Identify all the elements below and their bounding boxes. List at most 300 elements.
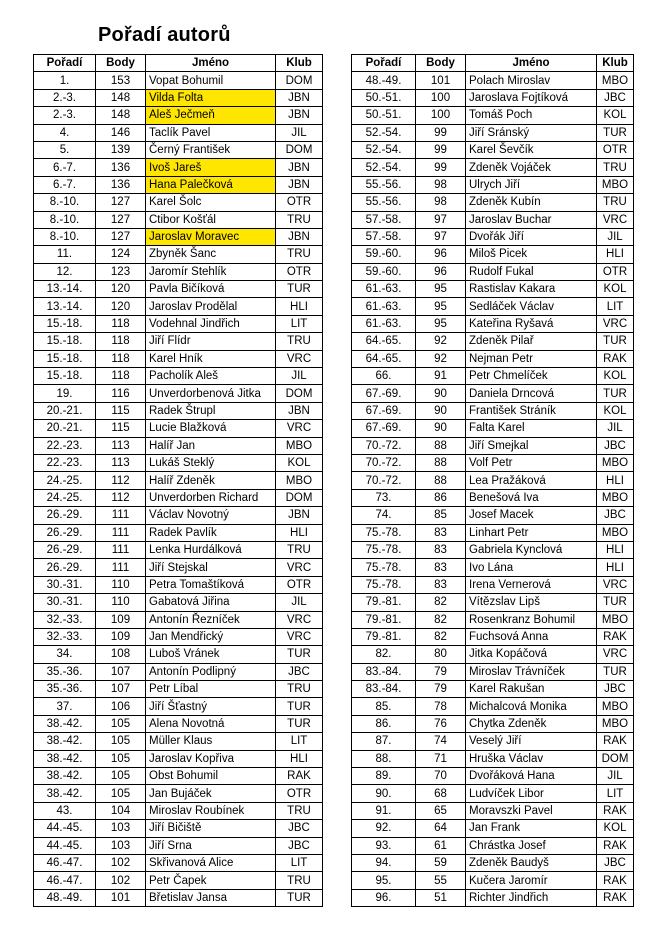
points-cell: 96 bbox=[416, 246, 466, 263]
table-row bbox=[34, 72, 323, 89]
points-cell: 115 bbox=[96, 402, 146, 419]
club-cell: JBC bbox=[597, 507, 634, 524]
points-cell: 139 bbox=[96, 141, 146, 158]
name-cell: Linhart Petr bbox=[466, 524, 597, 541]
name-cell: Jaromír Stehlík bbox=[146, 263, 276, 280]
table-row bbox=[34, 194, 323, 211]
points-cell: 111 bbox=[96, 524, 146, 541]
header-name: Jméno bbox=[146, 55, 276, 72]
rank-cell: 4. bbox=[34, 124, 96, 141]
points-cell: 103 bbox=[96, 837, 146, 854]
rank-cell: 8.-10. bbox=[34, 211, 96, 228]
rank-cell: 32.-33. bbox=[34, 628, 96, 645]
name-cell: Alena Novotná bbox=[146, 715, 276, 732]
points-cell: 118 bbox=[96, 333, 146, 350]
name-cell: Skřivanová Alice bbox=[146, 854, 276, 871]
points-cell: 82 bbox=[416, 611, 466, 628]
header-rank: Pořadí bbox=[352, 55, 416, 72]
name-cell: Miroslav Roubínek bbox=[146, 802, 276, 819]
points-cell: 78 bbox=[416, 698, 466, 715]
table-row bbox=[34, 611, 323, 628]
points-cell: 118 bbox=[96, 315, 146, 332]
rank-cell: 13.-14. bbox=[34, 281, 96, 298]
rank-cell: 12. bbox=[34, 263, 96, 280]
table-row bbox=[34, 246, 323, 263]
name-cell: Petr Líbal bbox=[146, 681, 276, 698]
name-cell: Lea Pražáková bbox=[466, 472, 597, 489]
club-cell: JBC bbox=[597, 681, 634, 698]
club-cell: OTR bbox=[276, 576, 323, 593]
table-row bbox=[352, 837, 634, 854]
name-cell: Břetislav Jansa bbox=[146, 889, 276, 906]
club-cell: KOL bbox=[597, 402, 634, 419]
club-cell: LIT bbox=[276, 733, 323, 750]
club-cell: KOL bbox=[597, 107, 634, 124]
name-cell: Taclík Pavel bbox=[146, 124, 276, 141]
name-cell: Ctibor Košťál bbox=[146, 211, 276, 228]
table-row bbox=[352, 107, 634, 124]
rank-cell: 35.-36. bbox=[34, 663, 96, 680]
table-row bbox=[352, 472, 634, 489]
points-cell: 120 bbox=[96, 298, 146, 315]
name-cell: Dvořák Jiří bbox=[466, 228, 597, 245]
points-cell: 99 bbox=[416, 159, 466, 176]
club-cell: JIL bbox=[276, 594, 323, 611]
points-cell: 113 bbox=[96, 454, 146, 471]
table-row bbox=[34, 350, 323, 367]
rank-cell: 55.-56. bbox=[352, 176, 416, 193]
rank-cell: 82. bbox=[352, 646, 416, 663]
rank-cell: 87. bbox=[352, 733, 416, 750]
points-cell: 83 bbox=[416, 576, 466, 593]
name-cell: Josef Macek bbox=[466, 507, 597, 524]
club-cell: LIT bbox=[597, 298, 634, 315]
club-cell: MBO bbox=[276, 437, 323, 454]
table-row bbox=[352, 385, 634, 402]
rank-cell: 74. bbox=[352, 507, 416, 524]
rank-cell: 52.-54. bbox=[352, 159, 416, 176]
name-cell: Daniela Drncová bbox=[466, 385, 597, 402]
name-cell: Rudolf Fukal bbox=[466, 263, 597, 280]
club-cell: TUR bbox=[276, 281, 323, 298]
name-cell: Zdeněk Vojáček bbox=[466, 159, 597, 176]
points-cell: 111 bbox=[96, 559, 146, 576]
name-cell: Unverdorbenová Jitka bbox=[146, 385, 276, 402]
club-cell: MBO bbox=[597, 698, 634, 715]
club-cell: MBO bbox=[597, 454, 634, 471]
name-cell: František Stráník bbox=[466, 402, 597, 419]
points-cell: 95 bbox=[416, 281, 466, 298]
table-row bbox=[352, 698, 634, 715]
club-cell: RAK bbox=[597, 628, 634, 645]
table-row bbox=[34, 454, 323, 471]
name-cell: Radek Štrupl bbox=[146, 402, 276, 419]
name-cell: Chytka Zdeněk bbox=[466, 715, 597, 732]
club-cell: LIT bbox=[276, 854, 323, 871]
points-cell: 105 bbox=[96, 785, 146, 802]
rank-cell: 2.-3. bbox=[34, 89, 96, 106]
club-cell: RAK bbox=[276, 768, 323, 785]
table-row bbox=[352, 507, 634, 524]
table-row bbox=[34, 820, 323, 837]
club-cell: HLI bbox=[597, 246, 634, 263]
points-cell: 92 bbox=[416, 333, 466, 350]
points-cell: 120 bbox=[96, 281, 146, 298]
club-cell: MBO bbox=[597, 611, 634, 628]
points-cell: 74 bbox=[416, 733, 466, 750]
rank-cell: 50.-51. bbox=[352, 89, 416, 106]
club-cell: JIL bbox=[276, 124, 323, 141]
club-cell: TUR bbox=[597, 663, 634, 680]
rank-cell: 46.-47. bbox=[34, 854, 96, 871]
table-row bbox=[352, 437, 634, 454]
table-row bbox=[34, 507, 323, 524]
rank-cell: 8.-10. bbox=[34, 228, 96, 245]
club-cell: TUR bbox=[597, 124, 634, 141]
name-cell: Rosenkranz Bohumil bbox=[466, 611, 597, 628]
points-cell: 106 bbox=[96, 698, 146, 715]
club-cell: VRC bbox=[597, 646, 634, 663]
club-cell: RAK bbox=[597, 889, 634, 906]
name-cell: Müller Klaus bbox=[146, 733, 276, 750]
rank-cell: 88. bbox=[352, 750, 416, 767]
table-row bbox=[34, 263, 323, 280]
points-cell: 83 bbox=[416, 524, 466, 541]
page-title: Pořadí autorů bbox=[98, 24, 231, 46]
table-row bbox=[352, 489, 634, 506]
club-cell: JIL bbox=[276, 368, 323, 385]
club-cell: RAK bbox=[597, 802, 634, 819]
points-cell: 90 bbox=[416, 402, 466, 419]
name-cell: Moravszki Pavel bbox=[466, 802, 597, 819]
points-cell: 102 bbox=[96, 854, 146, 871]
points-cell: 123 bbox=[96, 263, 146, 280]
club-cell: HLI bbox=[597, 472, 634, 489]
rank-cell: 61.-63. bbox=[352, 281, 416, 298]
club-cell: VRC bbox=[597, 576, 634, 593]
points-cell: 90 bbox=[416, 420, 466, 437]
table-row bbox=[34, 715, 323, 732]
table-row bbox=[34, 837, 323, 854]
points-cell: 127 bbox=[96, 211, 146, 228]
points-cell: 111 bbox=[96, 507, 146, 524]
name-cell: Kateřina Ryšavá bbox=[466, 315, 597, 332]
points-cell: 83 bbox=[416, 541, 466, 558]
points-cell: 55 bbox=[416, 872, 466, 889]
name-cell: Petr Chmelíček bbox=[466, 368, 597, 385]
table-row bbox=[352, 246, 634, 263]
points-cell: 101 bbox=[96, 889, 146, 906]
rank-cell: 61.-63. bbox=[352, 315, 416, 332]
points-cell: 105 bbox=[96, 768, 146, 785]
table-row bbox=[352, 872, 634, 889]
table-row bbox=[34, 524, 323, 541]
table-row bbox=[352, 228, 634, 245]
name-cell: Lukáš Steklý bbox=[146, 454, 276, 471]
name-cell: Unverdorben Richard bbox=[146, 489, 276, 506]
name-cell: Richter Jindřich bbox=[466, 889, 597, 906]
points-cell: 88 bbox=[416, 437, 466, 454]
rank-cell: 90. bbox=[352, 785, 416, 802]
table-row bbox=[352, 333, 634, 350]
table-row bbox=[34, 368, 323, 385]
points-cell: 136 bbox=[96, 176, 146, 193]
club-cell: VRC bbox=[597, 315, 634, 332]
rank-cell: 64.-65. bbox=[352, 333, 416, 350]
points-cell: 82 bbox=[416, 628, 466, 645]
table-row bbox=[34, 802, 323, 819]
name-cell: Halíř Jan bbox=[146, 437, 276, 454]
name-cell: Karel Ševčík bbox=[466, 141, 597, 158]
club-cell: TUR bbox=[597, 594, 634, 611]
table-row bbox=[352, 141, 634, 158]
table-row bbox=[352, 176, 634, 193]
rank-cell: 13.-14. bbox=[34, 298, 96, 315]
table-row bbox=[352, 681, 634, 698]
name-cell: Zdeněk Pilař bbox=[466, 333, 597, 350]
name-cell: Vodehnal Jindřich bbox=[146, 315, 276, 332]
name-cell: Karel Rakušan bbox=[466, 681, 597, 698]
points-cell: 88 bbox=[416, 472, 466, 489]
club-cell: TUR bbox=[276, 646, 323, 663]
points-cell: 107 bbox=[96, 663, 146, 680]
table-row bbox=[352, 628, 634, 645]
points-cell: 95 bbox=[416, 298, 466, 315]
points-cell: 113 bbox=[96, 437, 146, 454]
points-cell: 101 bbox=[416, 72, 466, 89]
table-row bbox=[352, 194, 634, 211]
club-cell: HLI bbox=[597, 541, 634, 558]
name-cell: Jiří Flídr bbox=[146, 333, 276, 350]
rank-cell: 35.-36. bbox=[34, 681, 96, 698]
rank-cell: 26.-29. bbox=[34, 541, 96, 558]
rank-cell: 6.-7. bbox=[34, 159, 96, 176]
rank-cell: 85. bbox=[352, 698, 416, 715]
table-row bbox=[34, 541, 323, 558]
club-cell: JBN bbox=[276, 89, 323, 106]
name-cell: Zdeněk Baudyš bbox=[466, 854, 597, 871]
table-row bbox=[34, 785, 323, 802]
name-cell: Jaroslav Prodělal bbox=[146, 298, 276, 315]
points-cell: 105 bbox=[96, 733, 146, 750]
table-row bbox=[34, 872, 323, 889]
points-cell: 148 bbox=[96, 107, 146, 124]
points-cell: 97 bbox=[416, 211, 466, 228]
points-cell: 110 bbox=[96, 576, 146, 593]
points-cell: 92 bbox=[416, 350, 466, 367]
points-cell: 79 bbox=[416, 663, 466, 680]
points-cell: 51 bbox=[416, 889, 466, 906]
club-cell: MBO bbox=[597, 489, 634, 506]
points-cell: 95 bbox=[416, 315, 466, 332]
rank-cell: 38.-42. bbox=[34, 785, 96, 802]
name-cell: Obst Bohumil bbox=[146, 768, 276, 785]
rank-cell: 83.-84. bbox=[352, 663, 416, 680]
table-row bbox=[34, 576, 323, 593]
club-cell: TRU bbox=[276, 211, 323, 228]
table-row bbox=[352, 820, 634, 837]
name-cell: Chrástka Josef bbox=[466, 837, 597, 854]
name-cell: Zbyněk Šanc bbox=[146, 246, 276, 263]
club-cell: HLI bbox=[276, 750, 323, 767]
table-row bbox=[34, 472, 323, 489]
club-cell: JBN bbox=[276, 159, 323, 176]
club-cell: RAK bbox=[597, 350, 634, 367]
club-cell: TUR bbox=[276, 698, 323, 715]
table-row bbox=[352, 524, 634, 541]
table-row bbox=[352, 802, 634, 819]
club-cell: JIL bbox=[597, 228, 634, 245]
table-row bbox=[352, 124, 634, 141]
points-cell: 109 bbox=[96, 611, 146, 628]
points-cell: 118 bbox=[96, 368, 146, 385]
club-cell: TRU bbox=[276, 246, 323, 263]
table-row bbox=[352, 646, 634, 663]
name-cell: Miloš Picek bbox=[466, 246, 597, 263]
club-cell: JBN bbox=[276, 228, 323, 245]
name-cell: Václav Novotný bbox=[146, 507, 276, 524]
points-cell: 91 bbox=[416, 368, 466, 385]
club-cell: JBC bbox=[276, 837, 323, 854]
rank-cell: 55.-56. bbox=[352, 194, 416, 211]
rank-cell: 79.-81. bbox=[352, 594, 416, 611]
rank-cell: 37. bbox=[34, 698, 96, 715]
rank-cell: 15.-18. bbox=[34, 333, 96, 350]
points-cell: 85 bbox=[416, 507, 466, 524]
header-points: Body bbox=[96, 55, 146, 72]
rank-cell: 8.-10. bbox=[34, 194, 96, 211]
rank-cell: 32.-33. bbox=[34, 611, 96, 628]
rank-cell: 38.-42. bbox=[34, 768, 96, 785]
club-cell: VRC bbox=[276, 628, 323, 645]
club-cell: TRU bbox=[276, 681, 323, 698]
club-cell: LIT bbox=[597, 785, 634, 802]
rank-cell: 46.-47. bbox=[34, 872, 96, 889]
name-cell: Luboš Vránek bbox=[146, 646, 276, 663]
rank-cell: 92. bbox=[352, 820, 416, 837]
name-cell: Karel Šolc bbox=[146, 194, 276, 211]
points-cell: 98 bbox=[416, 194, 466, 211]
rank-cell: 19. bbox=[34, 385, 96, 402]
club-cell: JBN bbox=[276, 402, 323, 419]
table-row bbox=[352, 315, 634, 332]
table-row bbox=[34, 681, 323, 698]
rank-cell: 22.-23. bbox=[34, 437, 96, 454]
name-cell: Rastislav Kakara bbox=[466, 281, 597, 298]
rank-cell: 15.-18. bbox=[34, 350, 96, 367]
club-cell: LIT bbox=[276, 315, 323, 332]
club-cell: JBC bbox=[597, 437, 634, 454]
club-cell: JIL bbox=[597, 768, 634, 785]
points-cell: 127 bbox=[96, 194, 146, 211]
points-cell: 153 bbox=[96, 72, 146, 89]
points-cell: 70 bbox=[416, 768, 466, 785]
name-cell: Ulrych Jiří bbox=[466, 176, 597, 193]
name-cell: Ludvíček Libor bbox=[466, 785, 597, 802]
points-cell: 61 bbox=[416, 837, 466, 854]
table-row bbox=[34, 628, 323, 645]
name-cell: Tomáš Poch bbox=[466, 107, 597, 124]
table-row bbox=[34, 750, 323, 767]
header-club: Klub bbox=[276, 55, 323, 72]
points-cell: 86 bbox=[416, 489, 466, 506]
rank-cell: 20.-21. bbox=[34, 402, 96, 419]
club-cell: KOL bbox=[276, 454, 323, 471]
name-cell: Gabriela Kynclová bbox=[466, 541, 597, 558]
club-cell: TRU bbox=[597, 194, 634, 211]
points-cell: 116 bbox=[96, 385, 146, 402]
name-cell: Kučera Jaromír bbox=[466, 872, 597, 889]
points-cell: 107 bbox=[96, 681, 146, 698]
points-cell: 100 bbox=[416, 89, 466, 106]
points-cell: 98 bbox=[416, 176, 466, 193]
club-cell: OTR bbox=[276, 263, 323, 280]
table-row bbox=[34, 594, 323, 611]
points-cell: 71 bbox=[416, 750, 466, 767]
name-cell: Černý František bbox=[146, 141, 276, 158]
rank-cell: 70.-72. bbox=[352, 472, 416, 489]
name-cell: Gabatová Jiřina bbox=[146, 594, 276, 611]
club-cell: HLI bbox=[276, 524, 323, 541]
club-cell: TRU bbox=[276, 333, 323, 350]
name-cell: Jaroslav Buchar bbox=[466, 211, 597, 228]
table-row bbox=[352, 72, 634, 89]
rank-cell: 30.-31. bbox=[34, 594, 96, 611]
club-cell: JBN bbox=[276, 176, 323, 193]
rank-cell: 1. bbox=[34, 72, 96, 89]
table-row bbox=[34, 646, 323, 663]
rank-cell: 75.-78. bbox=[352, 559, 416, 576]
points-cell: 96 bbox=[416, 263, 466, 280]
table-row bbox=[34, 559, 323, 576]
header-name: Jméno bbox=[466, 55, 597, 72]
club-cell: JBN bbox=[276, 507, 323, 524]
rank-cell: 70.-72. bbox=[352, 437, 416, 454]
rank-cell: 83.-84. bbox=[352, 681, 416, 698]
points-cell: 79 bbox=[416, 681, 466, 698]
club-cell: MBO bbox=[597, 715, 634, 732]
points-cell: 90 bbox=[416, 385, 466, 402]
table-row bbox=[352, 211, 634, 228]
club-cell: JBN bbox=[276, 107, 323, 124]
points-cell: 80 bbox=[416, 646, 466, 663]
name-cell: Halíř Zdeněk bbox=[146, 472, 276, 489]
rank-cell: 95. bbox=[352, 872, 416, 889]
table-row bbox=[352, 298, 634, 315]
name-cell: Jaroslava Fojtíková bbox=[466, 89, 597, 106]
rank-cell: 66. bbox=[352, 368, 416, 385]
name-cell: Radek Pavlík bbox=[146, 524, 276, 541]
rank-cell: 30.-31. bbox=[34, 576, 96, 593]
name-cell: Dvořáková Hana bbox=[466, 768, 597, 785]
rank-cell: 26.-29. bbox=[34, 507, 96, 524]
name-cell: Sedláček Václav bbox=[466, 298, 597, 315]
rank-cell: 64.-65. bbox=[352, 350, 416, 367]
rank-cell: 38.-42. bbox=[34, 715, 96, 732]
rank-cell: 59.-60. bbox=[352, 246, 416, 263]
club-cell: JBC bbox=[276, 820, 323, 837]
club-cell: TUR bbox=[597, 333, 634, 350]
club-cell: MBO bbox=[276, 472, 323, 489]
rank-cell: 15.-18. bbox=[34, 368, 96, 385]
club-cell: DOM bbox=[276, 141, 323, 158]
points-cell: 82 bbox=[416, 594, 466, 611]
name-cell: Vilda Folta bbox=[146, 89, 276, 106]
name-cell: Jiří Bičiště bbox=[146, 820, 276, 837]
table-row bbox=[352, 159, 634, 176]
rank-cell: 61.-63. bbox=[352, 298, 416, 315]
club-cell: OTR bbox=[276, 785, 323, 802]
